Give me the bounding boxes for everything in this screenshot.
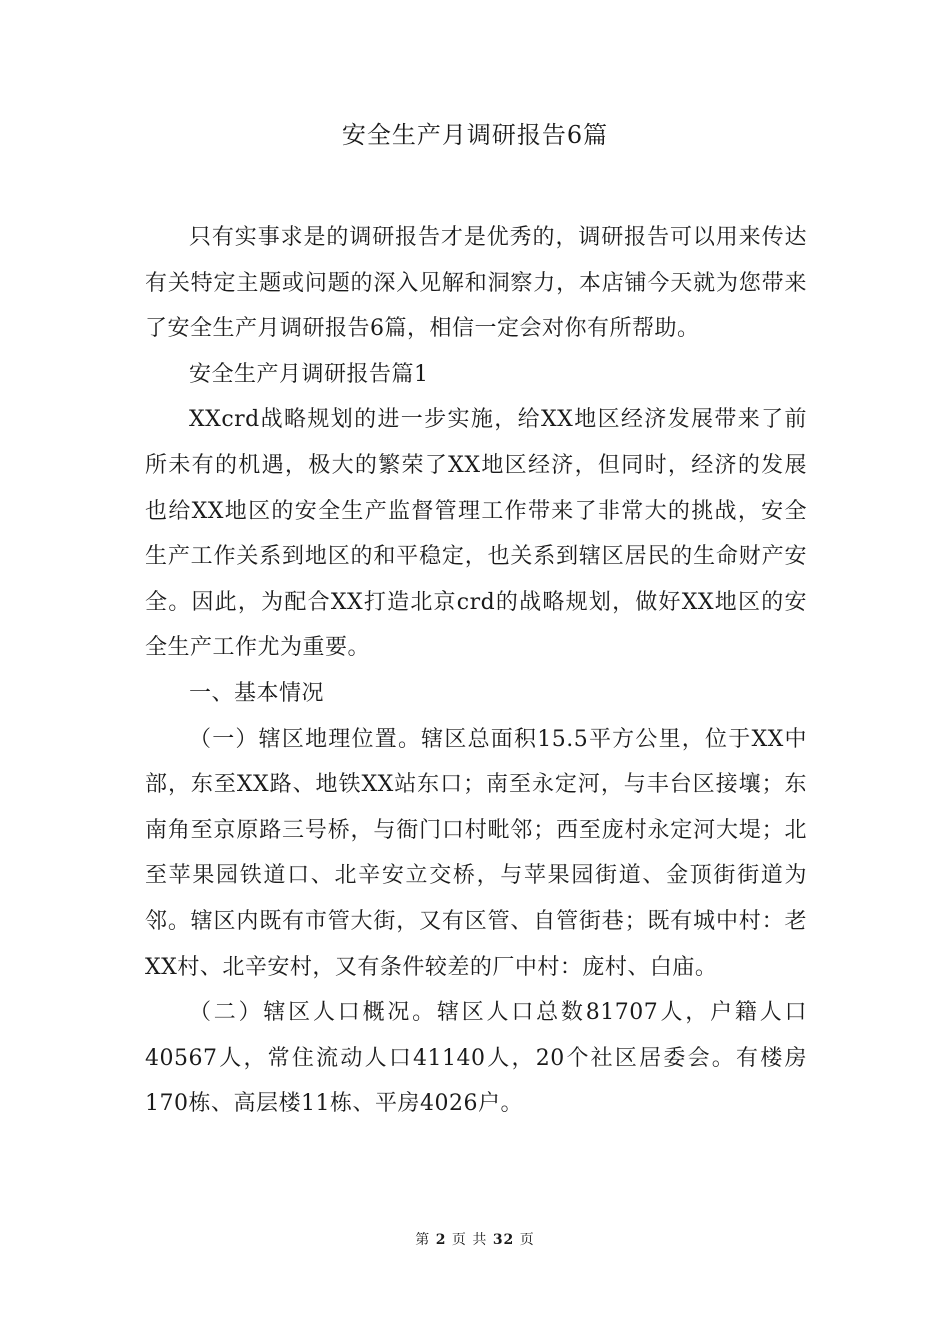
footer-middle: 页 共	[451, 1232, 488, 1248]
footer-prefix: 第	[415, 1232, 431, 1248]
body-paragraph-population: （二）辖区人口概况。辖区人口总数81707人，户籍人口40567人，常住流动人口41140人，20个社区居委会。有楼房170栋、高层楼11栋、平房4026户。	[145, 1000, 807, 1117]
document-body	[145, 215, 807, 1127]
document-title: 安全生产月调研报告6篇	[341, 121, 609, 149]
intro-paragraph: 只有实事求是的调研报告才是优秀的，调研报告可以用来传达有关特定主题或问题的深入见解和洞察力，本店铺今天就为您带来了安全生产月调研报告6篇，相信一定会对你有所帮助。	[145, 225, 807, 342]
footer-suffix: 页	[519, 1232, 535, 1248]
section-heading-report-1: 安全生产月调研报告篇1	[189, 361, 429, 387]
body-paragraph: XXcrd战略规划的进一步实施，给XX地区经济发展带来了前所未有的机遇，极大的繁荣了XX地区经济，但同时，经济的发展也给XX地区的安全生产监督管理工作带来了非常大的挑战，安全生产工作关系到地区的和平稳定，也关系到辖区居民的生命财产安全。因此，为配合XX打造北京crd的战略规划，做好XX地区的安全生产工作尤为重要。	[145, 407, 807, 661]
body-paragraph-location: （一）辖区地理位置。辖区总面积15.5平方公里，位于XX中部，东至XX路、地铁XX站东口；南至永定河，与丰台区接壤；东南角至京原路三号桥，与衙门口村毗邻；西至庞村永定河大堤；北至苹果园铁道口、北辛安立交桥，与苹果园街道、金顶街街道为邻。辖区内既有市管大街，又有区管、自管街巷；既有城中村：老XX村、北辛安村，又有条件较差的厂中村：庞村、白庙。	[145, 726, 807, 980]
section-heading-basic-situation: 一、基本情况	[189, 680, 325, 706]
page-footer	[0, 1230, 950, 1250]
footer-total-pages: 32	[492, 1232, 515, 1248]
footer-page-number: 2	[435, 1232, 447, 1248]
